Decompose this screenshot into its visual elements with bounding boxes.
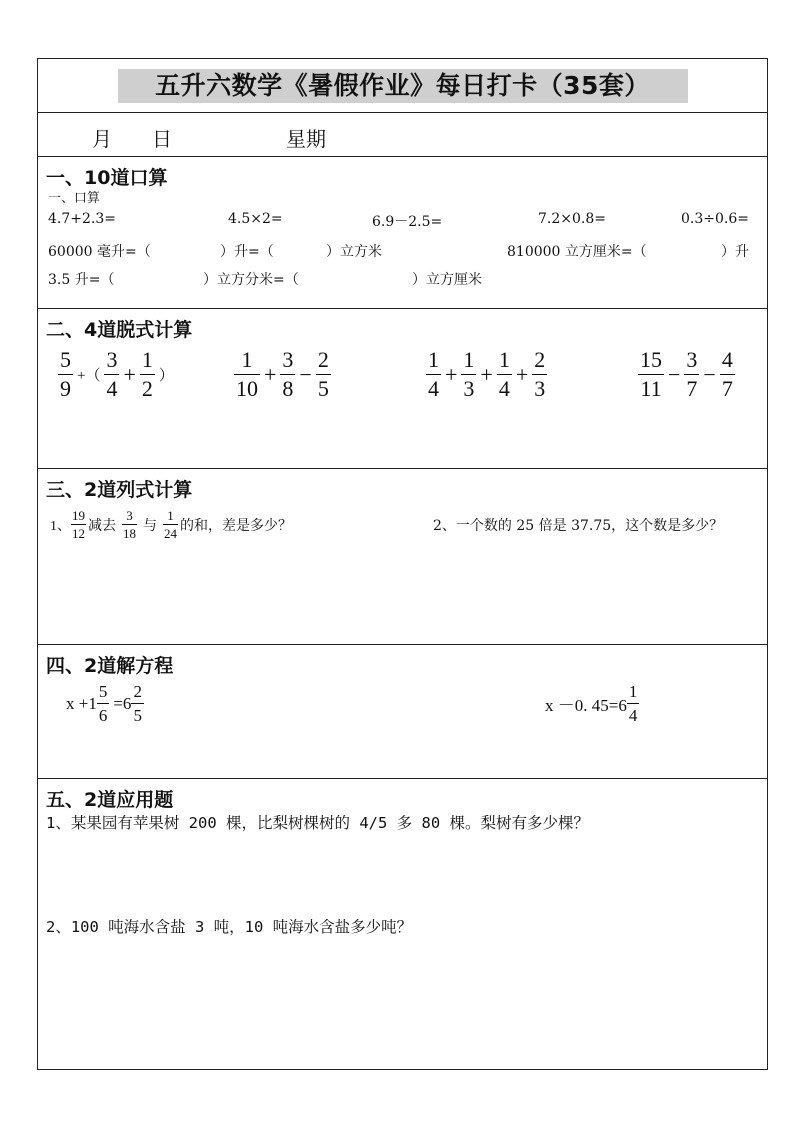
conversion-text: 3.5 升=（ [48, 272, 115, 288]
fraction: $\frac{2}{5}$ [133, 682, 142, 725]
fraction: $\frac{1}{2}$ [141, 347, 153, 401]
fraction: $\frac{1}{4}$ [628, 682, 638, 725]
section-formula-calc [38, 469, 767, 645]
calc-item: 4.7+2.3= [48, 211, 116, 227]
conversion-text: ）升=（ [220, 244, 274, 260]
question-2: 2、一个数的 25 倍是 37.75，这个数是多少？ [433, 518, 724, 534]
date-row [38, 113, 767, 157]
worksheet [37, 58, 768, 1070]
calc-item: 0.3÷0.6= [681, 211, 749, 227]
calc-item: 6.9－2.5= [372, 214, 443, 230]
conversion-text: 60000 毫升=（ [48, 244, 151, 260]
conversion-text: ）立方分米=（ [203, 272, 299, 288]
section-heading: 五、2道应用题 [46, 789, 174, 811]
equation-2: x －0. 45=6 $\frac{1}{4}$ [545, 682, 638, 725]
equation-1: x +1 $\frac{5}{6}$ =6 $\frac{2}{5}$ [66, 682, 142, 725]
fraction: $\frac{2}{5}$ [317, 347, 329, 401]
section-heading: 二、4道脱式计算 [46, 319, 193, 341]
expression-2: $\frac{1}{10}$ + $\frac{3}{8}$ − $\frac{2}{5}$ [236, 347, 329, 401]
section-oral-calc [38, 157, 767, 309]
section-step-calc [38, 309, 767, 469]
fraction: $\frac{1}{4}$ [428, 347, 439, 401]
sub-heading: 一、口算 [48, 191, 101, 206]
fraction: $\frac{5}{9}$ [60, 347, 71, 401]
fraction: $\frac{3}{18}$ [123, 508, 136, 541]
fraction: $\frac{1}{3}$ [463, 347, 475, 401]
question-1: 1、 $\frac{19}{12}$ 减去 $\frac{3}{18}$ 与 $\frac{1}{24}$ 的和，差是多少？ [50, 508, 292, 541]
fraction: $\frac{15}{11}$ [640, 347, 662, 401]
fraction: $\frac{4}{7}$ [721, 347, 733, 401]
page-title: 五升六数学《暑假作业》每日打卡（35套） [155, 71, 650, 100]
fraction: $\frac{19}{12}$ [72, 508, 85, 541]
conversion-text: ）立方厘米 [412, 272, 482, 288]
fraction: $\frac{1}{4}$ [498, 347, 510, 401]
expression-4: $\frac{15}{11}$ − $\frac{3}{7}$ − $\frac{4}{7}$ [640, 347, 733, 401]
word-problem-2: 2、100 吨海水含盐 3 吨，10 吨海水含盐多少吨？ [46, 918, 413, 936]
fraction: $\frac{3}{4}$ [106, 347, 118, 401]
section-equations [38, 645, 767, 779]
word-problem-1: 1、某果园有苹果树 200 棵，比梨树棵树的 4/5 多 80 棵。梨树有多少棵？ [46, 814, 589, 832]
section-heading: 三、2道列式计算 [46, 479, 193, 501]
conversion-text: 810000 立方厘米=（ [507, 244, 647, 260]
conversion-text: ）升 [721, 244, 749, 260]
section-word-problems [38, 779, 767, 1071]
section-heading: 四、2道解方程 [46, 655, 174, 677]
title-row [38, 59, 767, 113]
expression-1: $\frac{5}{9}$ +（ $\frac{3}{4}$ + $\frac{1}{2}$ ） [60, 347, 174, 401]
month-label: 月 [92, 127, 112, 151]
conversion-text: ）立方米 [326, 244, 382, 260]
expression-3: $\frac{1}{4}$ + $\frac{1}{3}$ + $\frac{1}{4}$ + $\frac{2}{3}$ [428, 347, 546, 401]
fraction: $\frac{2}{3}$ [534, 347, 546, 401]
weekday-label: 星期 [286, 127, 326, 151]
day-label: 日 [152, 127, 172, 151]
section-heading: 一、10道口算 [46, 167, 168, 189]
fraction: $\frac{1}{24}$ [164, 508, 177, 541]
fraction: $\frac{1}{10}$ [236, 347, 258, 401]
fraction: $\frac{3}{7}$ [686, 347, 698, 401]
calc-item: 4.5×2= [228, 211, 283, 227]
calc-item: 7.2×0.8= [538, 211, 606, 227]
fraction: $\frac{3}{8}$ [282, 347, 294, 401]
fraction: $\frac{5}{6}$ [98, 682, 108, 725]
